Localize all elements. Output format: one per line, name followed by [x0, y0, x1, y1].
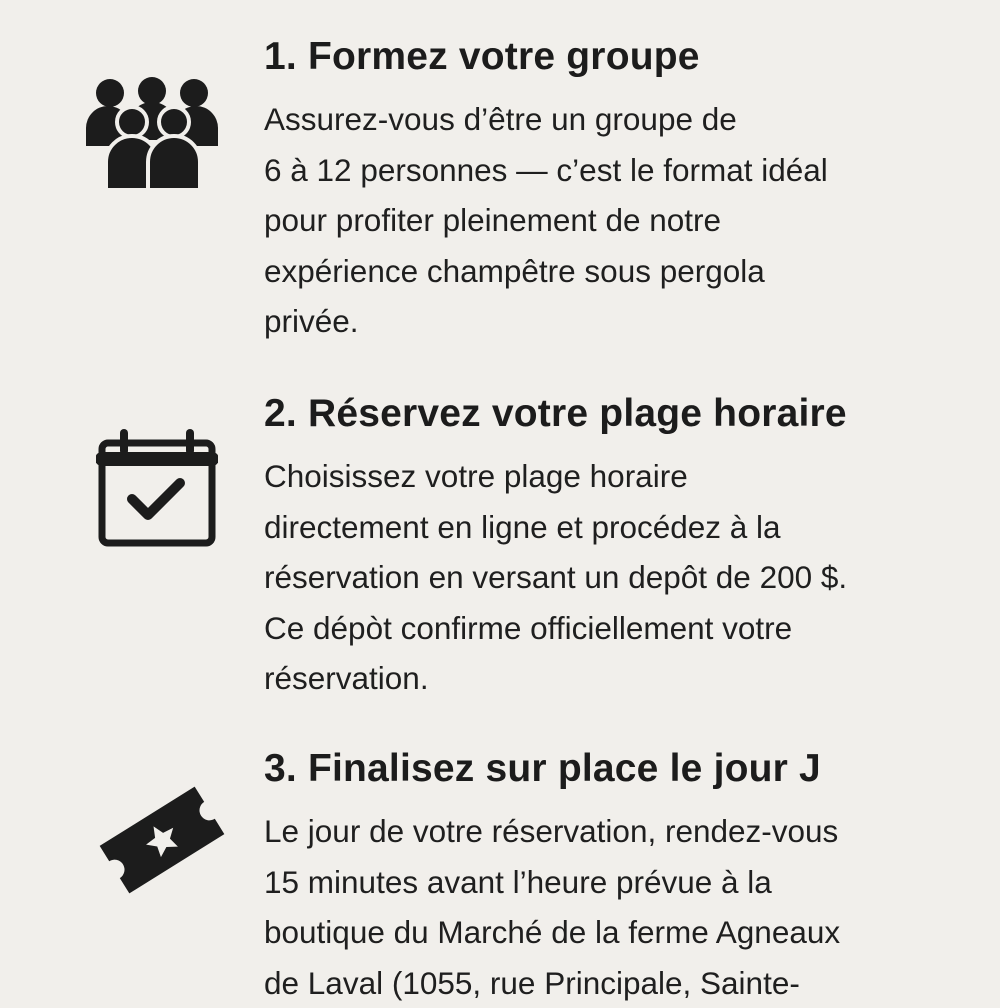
step-title: 3. Finalisez sur place le jour J: [264, 740, 964, 798]
description-line: expérience champêtre sous pergola: [264, 246, 964, 297]
description-line: 15 minutes avant l’heure prévue à la: [264, 857, 964, 908]
description-line: directement en ligne et procédez à la: [264, 502, 964, 553]
step-3-text: [264, 740, 964, 1008]
step-2-text: [264, 385, 964, 704]
description-line: Assurez-vous d’être un groupe de: [264, 94, 964, 145]
ticket-star-icon: [92, 776, 232, 904]
group-people-icon: [82, 76, 222, 192]
description-line: Le jour de votre réservation, rendez-vous: [264, 806, 964, 857]
description-line: Ce dépòt confirme officiellement votre: [264, 603, 964, 654]
description-line: réservation en versant un depôt de 200 $.: [264, 552, 964, 603]
step-description: [264, 451, 964, 704]
calendar-check-icon: [96, 429, 218, 549]
description-line: boutique du Marché de la ferme Agneaux: [264, 907, 964, 958]
description-line: privée.: [264, 296, 964, 347]
description-line: réservation.: [264, 653, 964, 704]
step-1-text: [264, 28, 964, 347]
step-description: [264, 806, 964, 1008]
description-line: 6 à 12 personnes — c’est le format idéal: [264, 145, 964, 196]
step-title: 1. Formez votre groupe: [264, 28, 964, 86]
description-line: pour profiter pleinement de notre: [264, 195, 964, 246]
step-title: 2. Réservez votre plage horaire: [264, 385, 964, 443]
step-description: [264, 94, 964, 347]
description-line: de Laval (1055, rue Principale, Sainte-: [264, 958, 964, 1008]
description-line: Choisissez votre plage horaire: [264, 451, 964, 502]
